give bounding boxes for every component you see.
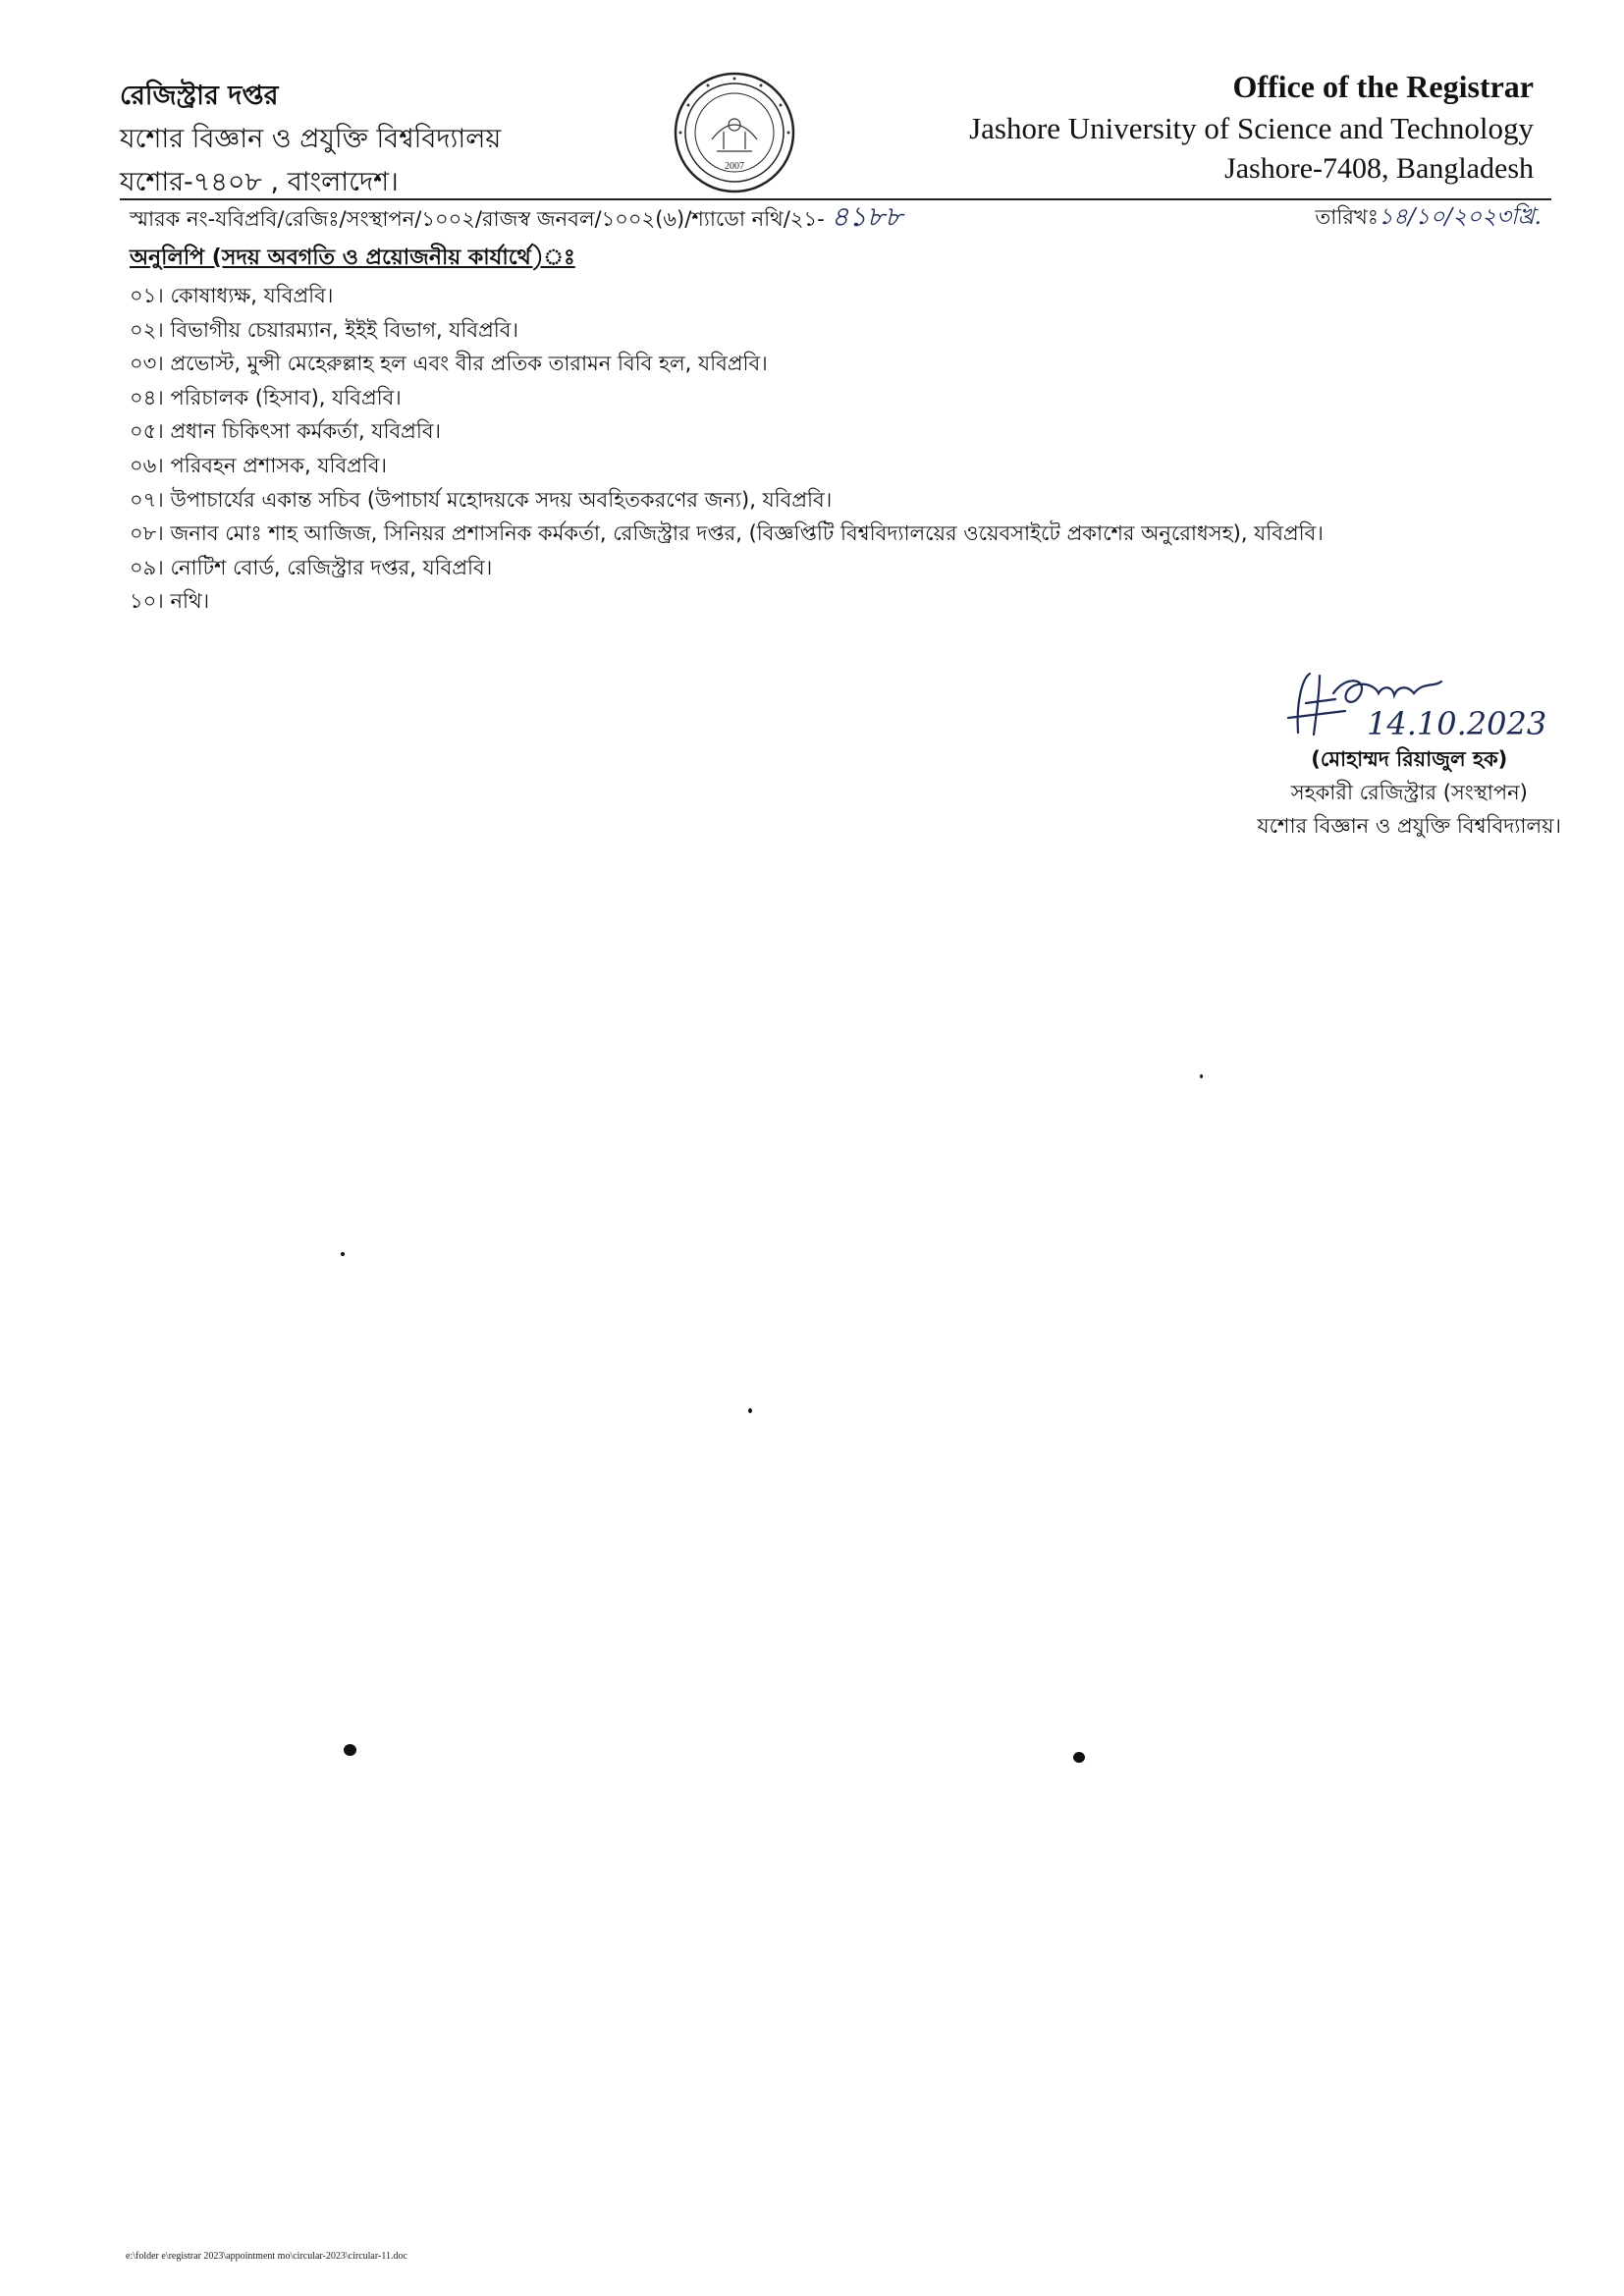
list-item: ১০। নথি। [130, 589, 210, 614]
address-bn: যশোর-৭৪০৮ , বাংলাদেশ। [120, 167, 399, 197]
university-name-bn: যশোর বিজ্ঞান ও প্রযুক্তি বিশ্ববিদ্যালয় [120, 124, 502, 154]
signature-icon [1276, 664, 1561, 746]
scan-speck [748, 1408, 752, 1413]
university-name-en: Jashore University of Science and Technology [969, 111, 1534, 145]
list-item: ০৬। পরিবহন প্রশাসক, যবিপ্রবি। [130, 453, 388, 477]
list-item: ০১। কোষাধ্যক্ষ, যবিপ্রবি। [130, 284, 334, 307]
list-item: ০৪। পরিচালক (হিসাব), যবিপ্রবি। [130, 385, 402, 410]
signature-date: 14.10.2023 [1367, 705, 1547, 742]
copy-to-title: অনুলিপি (সদয় অবগতি ও প্রয়োজনীয় কার্যার্থে)ঃ [130, 246, 575, 270]
address-en: Jashore-7408, Bangladesh [1224, 152, 1534, 185]
office-name-en: Office of the Registrar [1232, 69, 1534, 104]
file-path-footer: e:\folder e\registrar 2023\appointment mo\circular-2023\circular-11.doc [126, 2251, 407, 2262]
memo-date [1316, 200, 1542, 234]
list-item: ০৮। জনাব মোঃ শাহ আজিজ, সিনিয়র প্রশাসনিক কর্মকর্তা, রেজিস্ট্রার দপ্তর, (বিজ্ঞপ্তিটি বিশ্ববিদ্যালয়ের ওয়েবসাইটে প্রকাশের অনুরোধসহ), যবিপ্রবি। [130, 521, 1324, 546]
scan-speck [344, 1744, 356, 1756]
office-name-bn: রেজিস্ট্রার দপ্তর [120, 81, 279, 111]
memo-ref-handwritten: ৪১৮৮ [831, 200, 903, 233]
university-seal-icon [673, 71, 796, 194]
memo-reference [130, 200, 902, 236]
memo-ref-label: স্মারক নং-যবিপ্রবি/রেজিঃ/সংস্থাপন/১০০২/রাজস্ব জনবল/১০০২(৬)/শ্যাডো নথি/২১- [130, 207, 825, 231]
memo-date-value: ১৪/১০/২০২৩খ্রি. [1378, 204, 1542, 230]
seal-year: 2007 [725, 161, 744, 172]
list-item: ০৯। নোটিশ বোর্ড, রেজিস্ট্রার দপ্তর, যবিপ্রবি। [130, 555, 493, 579]
header-bengali [120, 75, 501, 204]
signatory-university: যশোর বিজ্ঞান ও প্রযুক্তি বিশ্ববিদ্যালয়। [1257, 814, 1561, 838]
list-item: ০৫। প্রধান চিকিৎসা কর্মকর্তা, যবিপ্রবি। [130, 419, 442, 444]
list-item: ০৭। উপাচার্যের একান্ত সচিব (উপাচার্য মহোদয়কে সদয় অবহিতকরণের জন্য), যবিপ্রবি। [130, 487, 833, 512]
scan-speck [341, 1252, 345, 1256]
copy-to-list [130, 279, 1324, 619]
list-item: ০২। বিভাগীয় চেয়ারম্যান, ইইই বিভাগ, যবিপ্রবি। [130, 317, 518, 342]
signatory-designation: সহকারী রেজিস্ট্রার (সংস্থাপন) [1290, 781, 1528, 804]
header-english [969, 65, 1534, 189]
list-item: ০৩। প্রভোস্ট, মুন্সী মেহেরুল্লাহ হল এবং বীর প্রতিক তারামন বিবি হল, যবিপ্রবি। [130, 352, 768, 376]
memo-date-label: তারিখঃ [1315, 205, 1379, 229]
signature-block [1258, 742, 1561, 843]
scan-speck [1200, 1074, 1203, 1078]
scan-speck [1073, 1752, 1085, 1763]
signatory-name: (মোহাম্মদ রিয়াজুল হক) [1311, 747, 1508, 771]
